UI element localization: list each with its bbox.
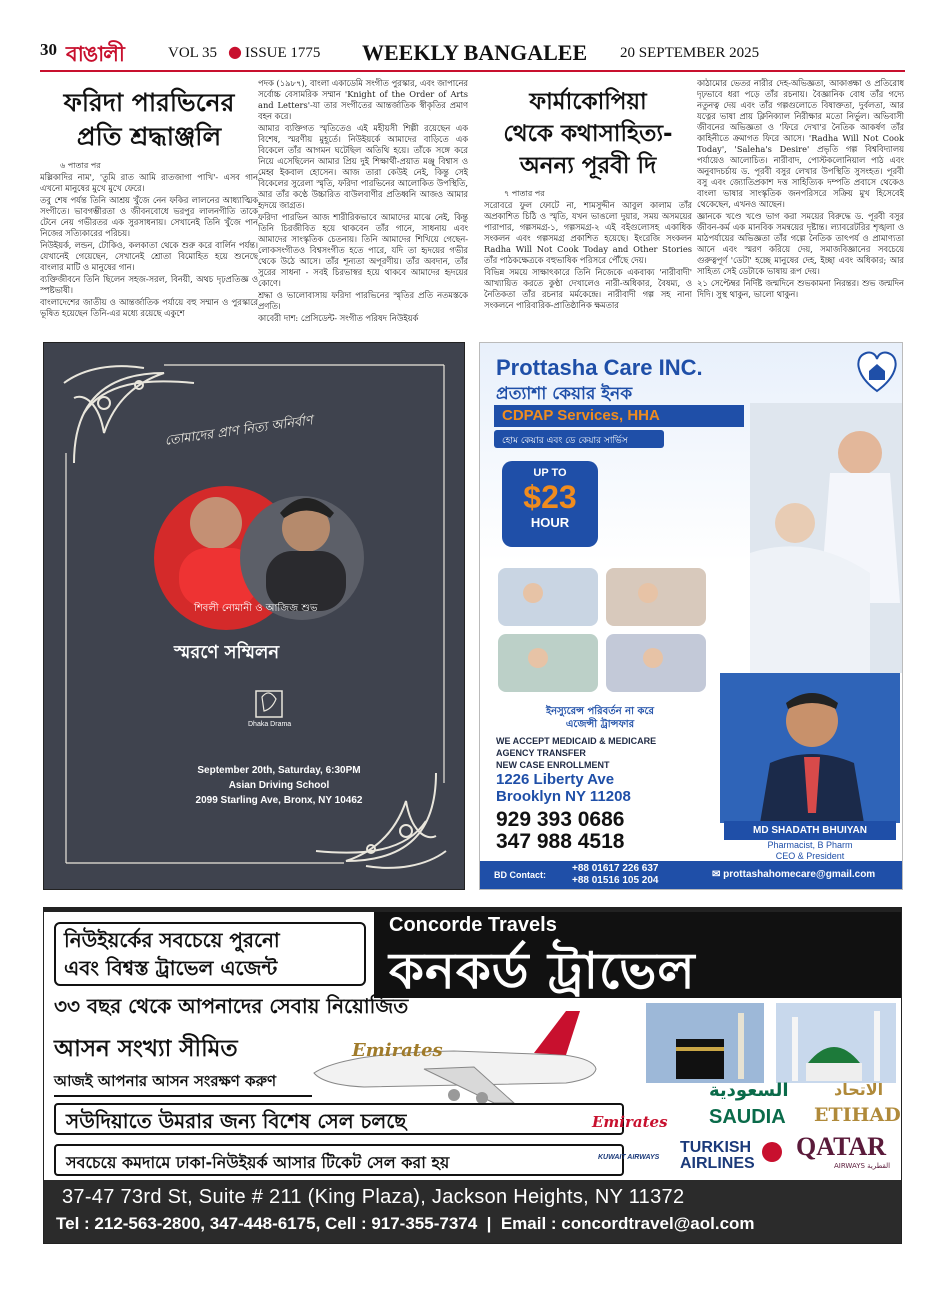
bullet-item: NEW CASE ENROLLMENT [496,760,610,770]
limited-seats: আসন সংখ্যা সীমিত [54,1036,238,1062]
issue: ISSUE 1775 [245,45,321,61]
memorial-names: শিবলী নোমানী ও আজিজ শুভ [194,603,318,614]
bd-phone[interactable]: +88 01617 226 637 [572,863,659,874]
care-sub: হোম কেয়ার এবং ডে কেয়ার সার্ভিস [494,430,664,448]
kuwait-logo: KUWAIT AIRWAYS [598,1154,660,1161]
memorial-title: স্মরণে সম্মিলন [174,642,280,663]
continued-label: ৬ পাতার পর [60,161,101,170]
article2-col2 [697,78,904,340]
ceo-title [724,840,896,862]
address-line: 1226 Liberty Ave [496,771,615,788]
paragraph: বিভিন্ন সময়ে সাক্ষাৎকারে তিনি নিজেকে একবাক্য 'নারীবাদী' আখ্যায়িত করতে কুণ্ঠা দেখালেও নারী-অধিকার, বৈষম্য, ও নৈতিকতা তাঁর রচনার মর্মকেন্দ্রে। নারীবাদী গল্প সহ নানা সংকলনে পারিবারিক-প্রাতিষ্ঠানিক ক্ষমতার [484,267,692,310]
care-services: CDPAP Services, HHA [494,405,744,427]
page-header [40,38,905,72]
article1-col2 [258,78,468,340]
memorial-ad [43,342,465,890]
paragraph: ফরিদা পারভিন আজ শারীরিকভাবে আমাদের মাঝে নেই, কিন্তু তিনি চিরজীবিত হয়ে থাকবেন তাঁর গানে, সাধনায় এবং আমাদের সাংস্কৃতিক চেতনায়। তিনি আমাদের শিখিয়ে গেছেন-লোকসংগীতও বিশ্বসংগীত হতে পারে, যদি তা হৃদয়ের গভীর থেকে উঠে আসে। তাঁর শূন্যতা অপূরণীয়। তাঁর অবদান, তাঁর সুরের সাধনা - সবই চিরভাস্বর হয়ে থাকবে আমাদের হৃদয়ের কোণে। [258,212,468,288]
paragraph: জ্ঞানকে খণ্ডে খণ্ডে ভাগ করা সময়ের বিরুদ্ধে ড. পূরবী বসুর জীবন-কর্ম এক মানবিক সমন্বয়ের দৃষ্টান্ত। ল্যাবরেটরির শৃঙ্খলা ও মাঠপর্যায়ের অভিজ্ঞতা তাঁর গল্পে নৈতিক তাৎপর্য ও প্রামাণ্যতা আনে এবং স্মরণ করিয়ে দেয়, সমাজবিজ্ঞানের সবচেয়ে গুরুত্বপূর্ণ 'ডেটা' হচ্ছে মানুষের দেহ, ইচ্ছা এবং অধিকার; আর সাহিত্য সেই ডেটাকে ভাষায় রূপ দেয়। [697,211,904,276]
paragraph: নিউইয়র্ক, লন্ডন, টোকিও, কলকাতা থেকে শুরু করে বার্লিন পর্যন্ত। যেখানেই গেয়েছেন, সেখানেই শ্রোতা বিমোহিত হয়ে শুনেছে বাংলার মাটি ও মানুষের গান। [40,240,258,272]
memorial-tagline: তোমাদের প্রাণ নিত্য অনির্বাণ [163,413,314,449]
headline-line: ফার্মাকোপিয়া [529,89,647,115]
promo-line: ইনস্যুরেন্স পরিবর্তন না করে [545,706,655,717]
turkish-line: TURKISH [680,1139,752,1156]
care-bullets [496,735,656,771]
event-date: September 20th, Saturday, 6:30PM [197,765,361,776]
home-heart-icon [850,343,903,397]
issue-date: 20 SEPTEMBER 2025 [620,45,760,61]
headline-line: ফরিদা পারভিনের [63,88,235,117]
volume: VOL 35 [168,45,218,61]
trust-box [54,922,366,986]
bullet-item: AGENCY TRANSFER [496,748,586,758]
paragraph: পদক (১৯৮৭), বাংলা একাডেমি সংগীত পুরস্কার, এবং জাপানের সর্বোচ্চ বেসামরিক সম্মান 'Knight of the Order of Arts and Letters'-যা তার সংগীতের আন্তর্জাতিক স্বীকৃতির প্রমাণ বহন করে। [258,78,468,121]
paragraph: আমার ব্যক্তিগত স্মৃতিতেও এই মহীয়সী শিল্পী রয়েছেন এক বিশেষ, স্মরণীয় মুহূর্তে। নিউইয়র্কে আমাদের বাড়িতে এক বিকেলে তাঁর আগমন ঘটেছিল অতিথি হয়ে। তাঁকে সঙ্গে করে নিয়ে এসেছিলেন আমার প্রিয় দুই শিক্ষার্থী-প্রয়াত মঞ্জু বিশ্বাস ও মেহ্ব ইকবাল হোসেন। আজ তারা কেউই নেই, কিন্তু সেই বিকেলের সুরেলা স্মৃতি, ফরিদা পারভিনের আলোকিত উপস্থিতি, আর তাঁর কণ্ঠে উচ্চারিত বাউলবাণীর প্রতিধ্বনি আজও আমার হৃদয়ে জাগ্রত। [258,123,468,210]
reserve-line: আজই আপনার আসন সংরক্ষণ করুণ [54,1070,312,1097]
title-line: Pharmacist, B Pharm [767,840,853,850]
saudia-logo: SAUDIA [709,1106,786,1128]
etihad-ar: الاتحاد [834,1080,884,1099]
airplane-icon [304,1003,604,1113]
care-address [496,771,631,805]
emirates-logo: Emirates [592,1113,668,1131]
ceo-photo-icon [720,673,900,823]
saudia-ar: السعودية [709,1080,789,1101]
rate-badge [502,461,598,547]
byline: কাবেরী দাশ: প্রেসিডেন্ট- সংগীত পরিষদ নিউইয়র্ক [258,313,419,323]
umrah-sale: সউদিয়াতে উমরার জন্য বিশেষ সেল চলছে [54,1103,624,1135]
care-phones [496,809,624,853]
bd-phone[interactable]: +88 01516 105 204 [572,875,659,886]
qatar-sub: AIRWAYS القطرية [834,1162,891,1170]
paragraph: কাঠামোর ভেতর নারীর দেহ-অভিজ্ঞতা, আকাঙ্ক্ষা ও প্রতিরোধ দৃঢ়ভাবে ধরা পড়ে তাঁর রচনায়। বৈজ্ঞানিক বোধ তাঁর গদ্যে নতুনত্ব দেয় এবং তাঁর গল্পগুলোতে বিষাক্ততা, দুর্বলতা, আর যত্নের ভাষা প্রায় ক্লিনিক্যাল নিরীক্ষার মতো নির্ভুল। অভিবাসী জীবনের অভিজ্ঞতা ও 'ফিরে দেখা'র নৈতিক আকর্ষণ তাঁর কাহিনীতে ক্রমাগত ফিরে আসে। 'Radha Will Not Cook Today', 'Saleha's Desire' প্রভৃতি গল্প বিশ্ববিদ্যালয় পর্যায়েও আলোচিত। নারীবাদ, পোস্টকলোনিয়াল পাঠ এবং অনুবাদচর্চায় ড. পূরবী বসুর লেখার উপস্থিতি সুসংহত। পূরবী বসু এবং জ্যোতিপ্রকাশ দত্ত সাহিত্যিক দম্পতি প্রবাসে থেকেও বাংলা ভাষার সাংস্কৃতিক জনপরিসরে সক্রিয় মুখ হিসেবেই থেকেছেন, এখনও আছেন। [697,78,904,209]
bullet-icon: ● [228,42,242,61]
rate: $23 [523,479,577,515]
paragraph: ব্যক্তিজীবনে তিনি ছিলেন সহজ-সরল, বিনয়ী, অথচ দৃঢ়প্রতিজ্ঞ ও স্পষ্টভাষী। [40,274,258,295]
event-venue: Asian Driving School [228,780,330,791]
headline-line: অনন্য পূরবী দি [519,153,657,179]
care-photos-icon [498,568,708,698]
travel-ad [43,907,902,1244]
years-line: ৩৩ বছর থেকে আপনাদের সেবায় নিয়োজিত [54,994,409,1018]
qatar-logo: QATAR [796,1132,887,1161]
turkish-line: AIRLINES [680,1155,755,1172]
headline-line: থেকে কথাসাহিত্য- [503,121,673,147]
page-number: 30 [40,40,57,59]
brand-en: Concorde Travels [389,914,557,936]
trust-line: এবং বিশ্বস্ত ট্রাভেল এজেন্ট [64,956,278,980]
bullet-item: WE ACCEPT MEDICAID & MEDICARE [496,736,657,746]
paragraph: মল্লিকাদির নাম', 'তুমি রাত আমি রাতজাগা পাখি'- এসব গান এখনো মানুষের মুখে মুখে ফেরে। [40,172,258,193]
trust-line: নিউইয়র্কের সবচেয়ে পুরনো [64,928,280,952]
ticket-sale: সবচেয়ে কমদামে ঢাকা-নিউইয়র্ক আসার টিকেট সেল করা হয় [54,1144,624,1176]
article1-col1 [40,160,258,340]
nurse-photo-icon [750,403,903,673]
up-to: UP TO [533,467,567,479]
paragraph: তবু শেষ পর্যন্ত তিনি আশ্রয় খুঁজে নেন ফকির লালনের আধ্যাত্মিক সংগীতে। ভাবগম্ভীরতা ও জীবনবোধে ভরপুর লালনগীতি তাকে টেনে নেয় গভীরতর এক সুরসাধনায়। সেখানেই তিনি খুঁজে পান নিজের সত্যিকারের পরিচয়। [40,195,258,238]
event-address: 2099 Starling Ave, Bronx, NY 10462 [195,795,363,806]
paragraph: শ্রদ্ধা ও ভালোবাসায় ফরিদা পারভিনের স্মৃতির প্রতি নতমস্তকে প্রণতি। [258,290,468,311]
bd-numbers [572,863,658,887]
ceo-name: MD SHADATH BHUIYAN [724,821,896,840]
article2-col1 [484,188,692,340]
dhaka-drama-logo: Dhaka Drama [248,721,292,728]
paper-name: WEEKLY BANGALEE [362,40,588,65]
hour: HOUR [530,515,570,530]
email-text[interactable]: prottashahomecare@gmail.com [723,869,876,880]
mecca-medina-icon [646,1003,901,1085]
turkish-emblem-icon [762,1142,782,1162]
article1-headline [40,86,258,154]
plane-livery: Emirates [352,1040,443,1061]
promo-line: এজেন্সী ট্রান্সফার [565,719,635,730]
paragraph: বাংলাদেশের জাতীয় ও আন্তর্জাতিক পর্যায়ে বহু সম্মান ও পুরস্কারে ভূষিত হয়েছেন তিনি-এর মধ্যে রয়েছে একুশে [40,297,258,318]
care-company-bn: প্রত্যাশা কেয়ার ইনক [496,384,633,404]
masthead-logo: বাঙালী [66,42,124,66]
travel-contact[interactable]: Tel : 212-563-2800, 347-448-6175, Cell : 917-355-7374 | Email : concordtravel@aol.com [56,1214,755,1233]
travel-address: 37-47 73rd St, Suite # 211 (King Plaza), Jackson Heights, NY 11372 [62,1186,685,1208]
paragraph: সরোবরে ফুল ফোটে না, শামসুদ্দীন আবুল কালাম তাঁর অপ্রকাশিত চিঠি ও স্মৃতি, যখন ভাঙলো দুয়ার, সময় অসময়ের পারাপার, গল্পসমগ্র-১, গল্পসমগ্র-২ এই বইগুলোসহ একাধিক সংকলন এবং গল্পসমগ্র প্রকাশিত হয়েছে। ইংরেজি সংকলন Radha Will Not Cook Today and Other Stories তাঁর পাঠকক্ষেত্রকে বহুভাষিক পরিসরে পৌঁছে দেয়। [484,200,692,265]
phone-number[interactable]: 929 393 0686 [496,808,625,831]
turkish-logo [680,1140,755,1172]
paragraph: ২১ সেপ্টেম্বর নির্দিষ্ট জন্মদিনে শুভকামনা নিরন্তর। শুভ জন্মদিন দিদি। সুস্থ থাকুন, ভালো থাকুন। [697,278,904,299]
phone-number[interactable]: 347 988 4518 [496,830,625,853]
care-bn-promo [500,705,700,731]
care-ad [479,342,903,890]
headline-line: প্রতি শ্রদ্ধাঞ্জলি [76,122,222,151]
article2-headline [484,86,692,182]
care-email[interactable]: ✉ prottashahomecare@gmail.com [712,869,876,880]
care-company: Prottasha Care INC. [496,355,703,380]
brand-bn: কনকর্ড ট্রাভেল [389,942,696,1000]
address-line: Brooklyn NY 11208 [496,788,631,805]
etihad-logo: ETIHAD [814,1104,901,1126]
title-line: CEO & President [775,851,845,861]
continued-label: ৭ পাতার পর [504,189,545,198]
memorial-details [194,763,364,808]
bd-label: BD Contact: [494,870,546,880]
